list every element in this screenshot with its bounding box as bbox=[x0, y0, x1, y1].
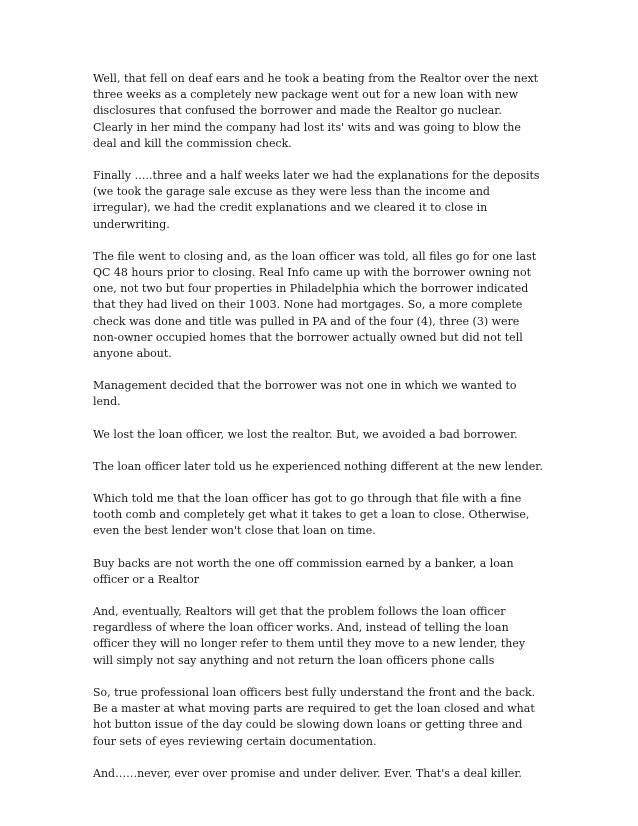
paragraph-1: Well, that fell on deaf ears and he took a beating from the Realtor over the next three weeks as a completely new package went out for a new loan with new disclosures that confused the borrower and made the Realtor go nuclear. Clearly in her mind the company had lost its' wits and was going to blow the deal and kill the commission check. bbox=[93, 72, 539, 150]
paragraph-3: The file went to closing and, as the loan officer was told, all files go for one last QC 48 hours prior to closing. Real Info came up with the borrower owning not one, not two but four properties in Philadelphia which the borrower indicated that they had lived on their 1003. None had mortgages. So, a more complete check was done and title was pulled in PA and of the four (4), three (3) were non-owner occupied homes that the borrower actually owned but did not tell anyone about. bbox=[93, 249, 537, 361]
paragraph-10: So, true professional loan officers best fully understand the front and the back. Be a master at what moving parts are required to get the loan closed and what hot button issue of the day could be slowing down loans or getting three and four sets of eyes reviewing certain documentation. bbox=[93, 685, 536, 748]
paragraph-5: We lost the loan officer, we lost the realtor. But, we avoided a bad borrower. bbox=[93, 427, 518, 441]
paragraph-2: Finally …..three and a half weeks later we had the explanations for the deposits (we took the garage sale excuse as they were less than the income and irregular), we had the credit explanations and we cleared it to close in underwriting. bbox=[93, 169, 540, 231]
paragraph-7: Which told me that the loan officer has got to go through that file with a fine tooth comb and completely get what it takes to get a loan to close. Otherwise, even the best lender won't close that loan on time. bbox=[93, 492, 530, 538]
paragraph-4: Management decided that the borrower was not one in which we wanted to lend. bbox=[93, 379, 517, 409]
paragraph-11: And……never, ever over promise and under deliver. Ever. That's a deal killer. bbox=[93, 766, 522, 780]
document-body bbox=[93, 71, 543, 798]
paragraph-6: The loan officer later told us he experienced nothing different at the new lender. bbox=[93, 459, 543, 473]
paragraph-9: And, eventually, Realtors will get that the problem follows the loan officer regardless of where the loan officer works. And, instead of telling the loan officer they will no longer refer to them until they move to a new lender, they will simply not say anything and not return the loan officers phone calls bbox=[93, 605, 526, 667]
paragraph-8: Buy backs are not worth the one off commission earned by a banker, a loan officer or a Realtor bbox=[93, 556, 514, 586]
